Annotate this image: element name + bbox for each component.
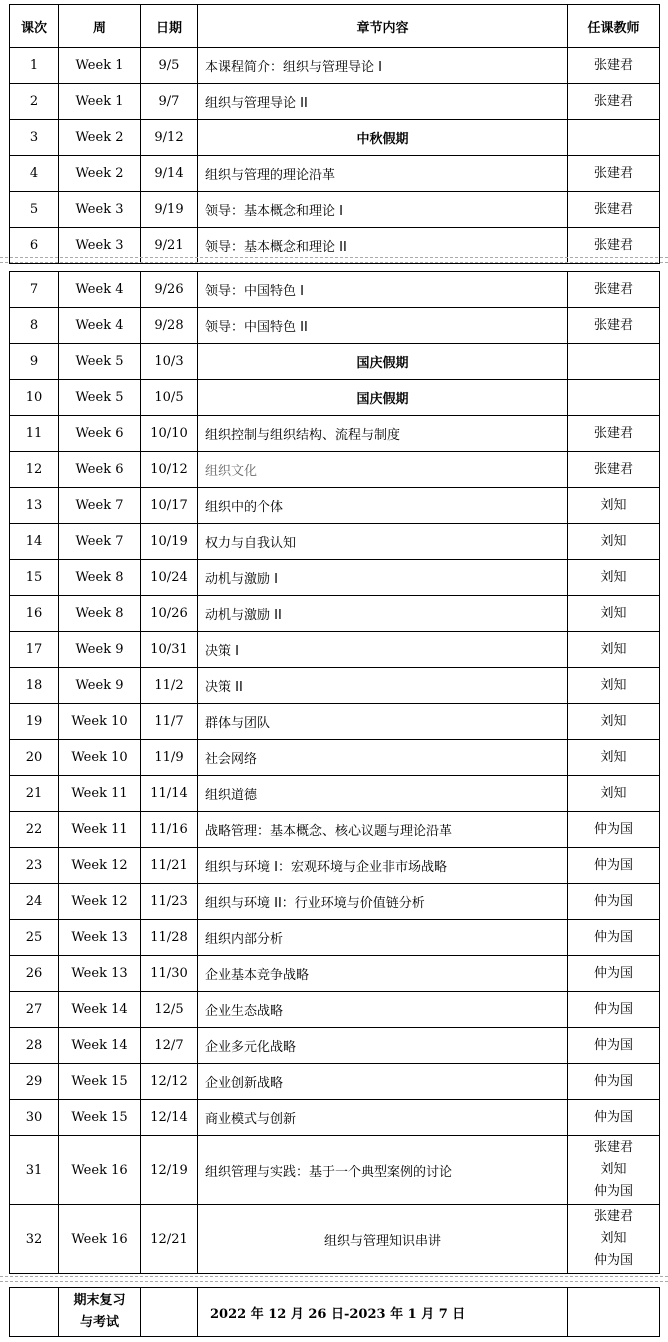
lesson-number: 6 <box>10 228 59 264</box>
lesson-number: 26 <box>10 956 59 992</box>
table-body-part-1 <box>10 48 660 264</box>
final-term-line-1: 期末复习 <box>73 1293 126 1308</box>
table-row <box>10 308 660 344</box>
lesson-number: 5 <box>10 192 59 228</box>
lesson-number: 28 <box>10 1028 59 1064</box>
table-row <box>10 48 660 84</box>
header-teacher: 任课教师 <box>568 5 660 48</box>
table-row <box>10 1028 660 1064</box>
teacher-cell <box>568 812 660 848</box>
date-cell: 11/30 <box>141 956 198 992</box>
week-cell: Week 6 <box>59 452 141 488</box>
date-cell: 11/28 <box>141 920 198 956</box>
teacher-name: 张建君 <box>593 1140 633 1155</box>
week-cell: Week 8 <box>59 560 141 596</box>
date-cell: 11/23 <box>141 884 198 920</box>
lesson-number: 1 <box>10 48 59 84</box>
teacher-cell <box>568 192 660 228</box>
date-cell: 9/21 <box>141 228 198 264</box>
lesson-number: 31 <box>10 1136 59 1205</box>
teacher-name: 刘知 <box>600 713 627 729</box>
teacher-name: 张建君 <box>593 317 633 333</box>
teacher-cell <box>568 84 660 120</box>
date-cell: 10/5 <box>141 380 198 416</box>
table-row <box>10 416 660 452</box>
teacher-name: 仲为国 <box>593 1109 633 1125</box>
chapter-content: 企业生态战略 <box>198 992 568 1028</box>
table-row <box>10 668 660 704</box>
teacher-name: 刘知 <box>600 533 627 549</box>
teacher-cell <box>568 740 660 776</box>
lesson-number: 23 <box>10 848 59 884</box>
teacher-cell <box>568 920 660 956</box>
date-cell: 12/12 <box>141 1064 198 1100</box>
teacher-cell <box>568 632 660 668</box>
date-cell: 10/19 <box>141 524 198 560</box>
lesson-number: 11 <box>10 416 59 452</box>
chapter-content: 决策 I <box>198 632 568 668</box>
table-row <box>10 560 660 596</box>
table-row <box>10 1205 660 1274</box>
teacher-cell <box>568 668 660 704</box>
week-cell: Week 11 <box>59 776 141 812</box>
teacher-cell <box>568 1136 660 1205</box>
week-cell: Week 15 <box>59 1064 141 1100</box>
table-row <box>10 380 660 416</box>
teacher-name: 刘知 <box>600 497 627 513</box>
week-cell: Week 16 <box>59 1136 141 1205</box>
teacher-name: 刘知 <box>600 605 627 621</box>
table-row <box>10 120 660 156</box>
table-body-part-2 <box>10 272 660 1274</box>
teacher-cell <box>568 48 660 84</box>
lesson-number: 30 <box>10 1100 59 1136</box>
lesson-number: 29 <box>10 1064 59 1100</box>
week-cell: Week 12 <box>59 848 141 884</box>
teacher-name: 张建君 <box>593 93 633 109</box>
table-row <box>10 596 660 632</box>
teacher-name: 张建君 <box>593 237 633 253</box>
chapter-content: 动机与激励 II <box>198 596 568 632</box>
table-row <box>10 344 660 380</box>
final-exam-dates: 2022 年 12 月 26 日-2023 年 1 月 7 日 <box>198 1288 568 1337</box>
table-row <box>10 992 660 1028</box>
chapter-content: 领导：基本概念和理论 II <box>198 228 568 264</box>
date-cell: 11/9 <box>141 740 198 776</box>
chapter-content: 社会网络 <box>198 740 568 776</box>
teacher-name: 张建君 <box>593 57 633 73</box>
lesson-number: 15 <box>10 560 59 596</box>
teacher-cell <box>568 488 660 524</box>
date-cell: 10/24 <box>141 560 198 596</box>
page-break-divider <box>0 257 668 263</box>
week-cell: Week 2 <box>59 156 141 192</box>
chapter-content: 组织中的个体 <box>198 488 568 524</box>
table-row <box>10 156 660 192</box>
week-cell: Week 11 <box>59 812 141 848</box>
teacher-cell <box>568 308 660 344</box>
lesson-number: 24 <box>10 884 59 920</box>
teacher-cell <box>568 1028 660 1064</box>
week-cell: Week 10 <box>59 704 141 740</box>
chapter-content: 组织内部分析 <box>198 920 568 956</box>
date-cell: 10/3 <box>141 344 198 380</box>
chapter-content: 组织控制与组织结构、流程与制度 <box>198 416 568 452</box>
lesson-number: 18 <box>10 668 59 704</box>
date-cell: 9/14 <box>141 156 198 192</box>
lesson-number: 17 <box>10 632 59 668</box>
teacher-cell <box>568 560 660 596</box>
chapter-content: 领导：中国特色 II <box>198 308 568 344</box>
teacher-name: 刘知 <box>600 785 627 801</box>
schedule-table-part-1 <box>9 4 660 264</box>
date-cell: 10/17 <box>141 488 198 524</box>
lesson-number: 10 <box>10 380 59 416</box>
chapter-content: 动机与激励 I <box>198 560 568 596</box>
date-cell: 10/26 <box>141 596 198 632</box>
chapter-content: 组织道德 <box>198 776 568 812</box>
table-row <box>10 452 660 488</box>
date-cell: 12/19 <box>141 1136 198 1205</box>
chapter-content: 组织与环境 II：行业环境与价值链分析 <box>198 884 568 920</box>
table-row <box>10 1100 660 1136</box>
final-term-label <box>59 1288 141 1337</box>
week-cell: Week 16 <box>59 1205 141 1274</box>
date-cell: 11/16 <box>141 812 198 848</box>
final-lesson-cell <box>10 1288 59 1337</box>
table-row <box>10 1064 660 1100</box>
teacher-cell <box>568 596 660 632</box>
date-cell: 9/19 <box>141 192 198 228</box>
chapter-content: 国庆假期 <box>198 380 568 416</box>
chapter-content: 企业多元化战略 <box>198 1028 568 1064</box>
week-cell: Week 3 <box>59 228 141 264</box>
week-cell: Week 13 <box>59 920 141 956</box>
teacher-cell <box>568 776 660 812</box>
table-row <box>10 632 660 668</box>
header-week: 周 <box>59 5 141 48</box>
teacher-cell <box>568 380 660 416</box>
table-row <box>10 272 660 308</box>
teacher-name: 刘知 <box>600 641 627 657</box>
teacher-name: 张建君 <box>593 425 633 441</box>
header-content: 章节内容 <box>198 5 568 48</box>
page-break-divider <box>0 1276 668 1282</box>
teacher-cell <box>568 272 660 308</box>
chapter-content: 战略管理：基本概念、核心议题与理论沿革 <box>198 812 568 848</box>
table-row <box>10 1136 660 1205</box>
week-cell: Week 1 <box>59 84 141 120</box>
table-header-row <box>10 5 660 48</box>
teacher-name: 刘知 <box>600 569 627 585</box>
week-cell: Week 1 <box>59 48 141 84</box>
date-cell: 9/12 <box>141 120 198 156</box>
lesson-number: 8 <box>10 308 59 344</box>
chapter-content: 企业创新战略 <box>198 1064 568 1100</box>
date-cell: 11/7 <box>141 704 198 740</box>
date-cell: 10/31 <box>141 632 198 668</box>
lesson-number: 13 <box>10 488 59 524</box>
week-cell: Week 3 <box>59 192 141 228</box>
date-cell: 12/14 <box>141 1100 198 1136</box>
week-cell: Week 5 <box>59 344 141 380</box>
table-row <box>10 524 660 560</box>
date-cell: 10/10 <box>141 416 198 452</box>
final-exam-table <box>9 1287 660 1337</box>
teacher-name: 张建君 <box>593 201 633 217</box>
teacher-cell <box>568 1064 660 1100</box>
table-row <box>10 84 660 120</box>
teacher-cell <box>568 120 660 156</box>
teacher-name: 张建君 <box>593 281 633 297</box>
chapter-content: 中秋假期 <box>198 120 568 156</box>
teacher-cell <box>568 156 660 192</box>
chapter-content: 组织与环境 I：宏观环境与企业非市场战略 <box>198 848 568 884</box>
teacher-cell <box>568 848 660 884</box>
lesson-number: 7 <box>10 272 59 308</box>
teacher-cell <box>568 416 660 452</box>
date-cell: 9/26 <box>141 272 198 308</box>
date-cell: 9/5 <box>141 48 198 84</box>
chapter-content: 组织与管理的理论沿革 <box>198 156 568 192</box>
teacher-name: 仲为国 <box>593 965 633 981</box>
week-cell: Week 5 <box>59 380 141 416</box>
week-cell: Week 9 <box>59 668 141 704</box>
week-cell: Week 12 <box>59 884 141 920</box>
week-cell: Week 14 <box>59 1028 141 1064</box>
chapter-content: 决策 II <box>198 668 568 704</box>
teacher-cell <box>568 1100 660 1136</box>
teacher-name: 张建君 <box>593 165 633 181</box>
final-term-line-2: 与考试 <box>79 1315 119 1330</box>
teacher-name: 仲为国 <box>593 1184 633 1199</box>
lesson-number: 25 <box>10 920 59 956</box>
lesson-number: 22 <box>10 812 59 848</box>
teacher-name: 仲为国 <box>593 1001 633 1017</box>
header-date: 日期 <box>141 5 198 48</box>
teacher-name: 刘知 <box>600 1162 627 1177</box>
teacher-cell <box>568 956 660 992</box>
final-exam-row <box>10 1288 660 1337</box>
teacher-name: 刘知 <box>600 1231 627 1246</box>
week-cell: Week 4 <box>59 308 141 344</box>
table-row <box>10 884 660 920</box>
final-date-cell <box>141 1288 198 1337</box>
week-cell: Week 7 <box>59 488 141 524</box>
date-cell: 11/14 <box>141 776 198 812</box>
table-row <box>10 920 660 956</box>
week-cell: Week 6 <box>59 416 141 452</box>
chapter-content: 权力与自我认知 <box>198 524 568 560</box>
teacher-name: 刘知 <box>600 677 627 693</box>
date-cell: 12/21 <box>141 1205 198 1274</box>
week-cell: Week 2 <box>59 120 141 156</box>
table-row <box>10 848 660 884</box>
teacher-cell <box>568 524 660 560</box>
table-row <box>10 192 660 228</box>
chapter-content: 领导：中国特色 I <box>198 272 568 308</box>
lesson-number: 14 <box>10 524 59 560</box>
chapter-content: 群体与团队 <box>198 704 568 740</box>
week-cell: Week 15 <box>59 1100 141 1136</box>
chapter-content: 组织与管理导论 II <box>198 84 568 120</box>
teacher-name: 仲为国 <box>593 821 633 837</box>
teacher-cell <box>568 1205 660 1274</box>
lesson-number: 19 <box>10 704 59 740</box>
final-teacher-cell <box>568 1288 660 1337</box>
week-cell: Week 8 <box>59 596 141 632</box>
lesson-number: 21 <box>10 776 59 812</box>
lesson-number: 16 <box>10 596 59 632</box>
week-cell: Week 9 <box>59 632 141 668</box>
table-row <box>10 488 660 524</box>
date-cell: 9/28 <box>141 308 198 344</box>
week-cell: Week 14 <box>59 992 141 1028</box>
teacher-cell <box>568 992 660 1028</box>
chapter-content: 组织文化 <box>198 452 568 488</box>
date-cell: 9/7 <box>141 84 198 120</box>
date-cell: 12/7 <box>141 1028 198 1064</box>
table-row <box>10 740 660 776</box>
week-cell: Week 4 <box>59 272 141 308</box>
table-row <box>10 812 660 848</box>
teacher-cell <box>568 884 660 920</box>
chapter-content: 组织管理与实践：基于一个典型案例的讨论 <box>198 1136 568 1205</box>
teacher-cell <box>568 452 660 488</box>
lesson-number: 27 <box>10 992 59 1028</box>
chapter-content: 本课程简介：组织与管理导论 I <box>198 48 568 84</box>
chapter-content: 国庆假期 <box>198 344 568 380</box>
lesson-number: 20 <box>10 740 59 776</box>
table-row <box>10 956 660 992</box>
teacher-cell <box>568 704 660 740</box>
teacher-name: 刘知 <box>600 749 627 765</box>
lesson-number: 3 <box>10 120 59 156</box>
lesson-number: 32 <box>10 1205 59 1274</box>
lesson-number: 9 <box>10 344 59 380</box>
lesson-number: 12 <box>10 452 59 488</box>
date-cell: 10/12 <box>141 452 198 488</box>
week-cell: Week 10 <box>59 740 141 776</box>
table-row <box>10 704 660 740</box>
schedule-table-part-2 <box>9 271 660 1274</box>
date-cell: 12/5 <box>141 992 198 1028</box>
teacher-name: 仲为国 <box>593 929 633 945</box>
teacher-cell <box>568 344 660 380</box>
chapter-content: 商业模式与创新 <box>198 1100 568 1136</box>
teacher-name: 仲为国 <box>593 1073 633 1089</box>
table-row <box>10 776 660 812</box>
teacher-name: 仲为国 <box>593 857 633 873</box>
lesson-number: 4 <box>10 156 59 192</box>
lesson-number: 2 <box>10 84 59 120</box>
week-cell: Week 7 <box>59 524 141 560</box>
teacher-name: 张建君 <box>593 461 633 477</box>
week-cell: Week 13 <box>59 956 141 992</box>
chapter-content: 领导：基本概念和理论 I <box>198 192 568 228</box>
date-cell: 11/21 <box>141 848 198 884</box>
teacher-name: 仲为国 <box>593 1037 633 1053</box>
teacher-name: 张建君 <box>593 1209 633 1224</box>
chapter-content: 组织与管理知识串讲 <box>198 1205 568 1274</box>
chapter-content: 企业基本竞争战略 <box>198 956 568 992</box>
date-cell: 11/2 <box>141 668 198 704</box>
teacher-name: 仲为国 <box>593 1253 633 1268</box>
header-lesson: 课次 <box>10 5 59 48</box>
teacher-name: 仲为国 <box>593 893 633 909</box>
